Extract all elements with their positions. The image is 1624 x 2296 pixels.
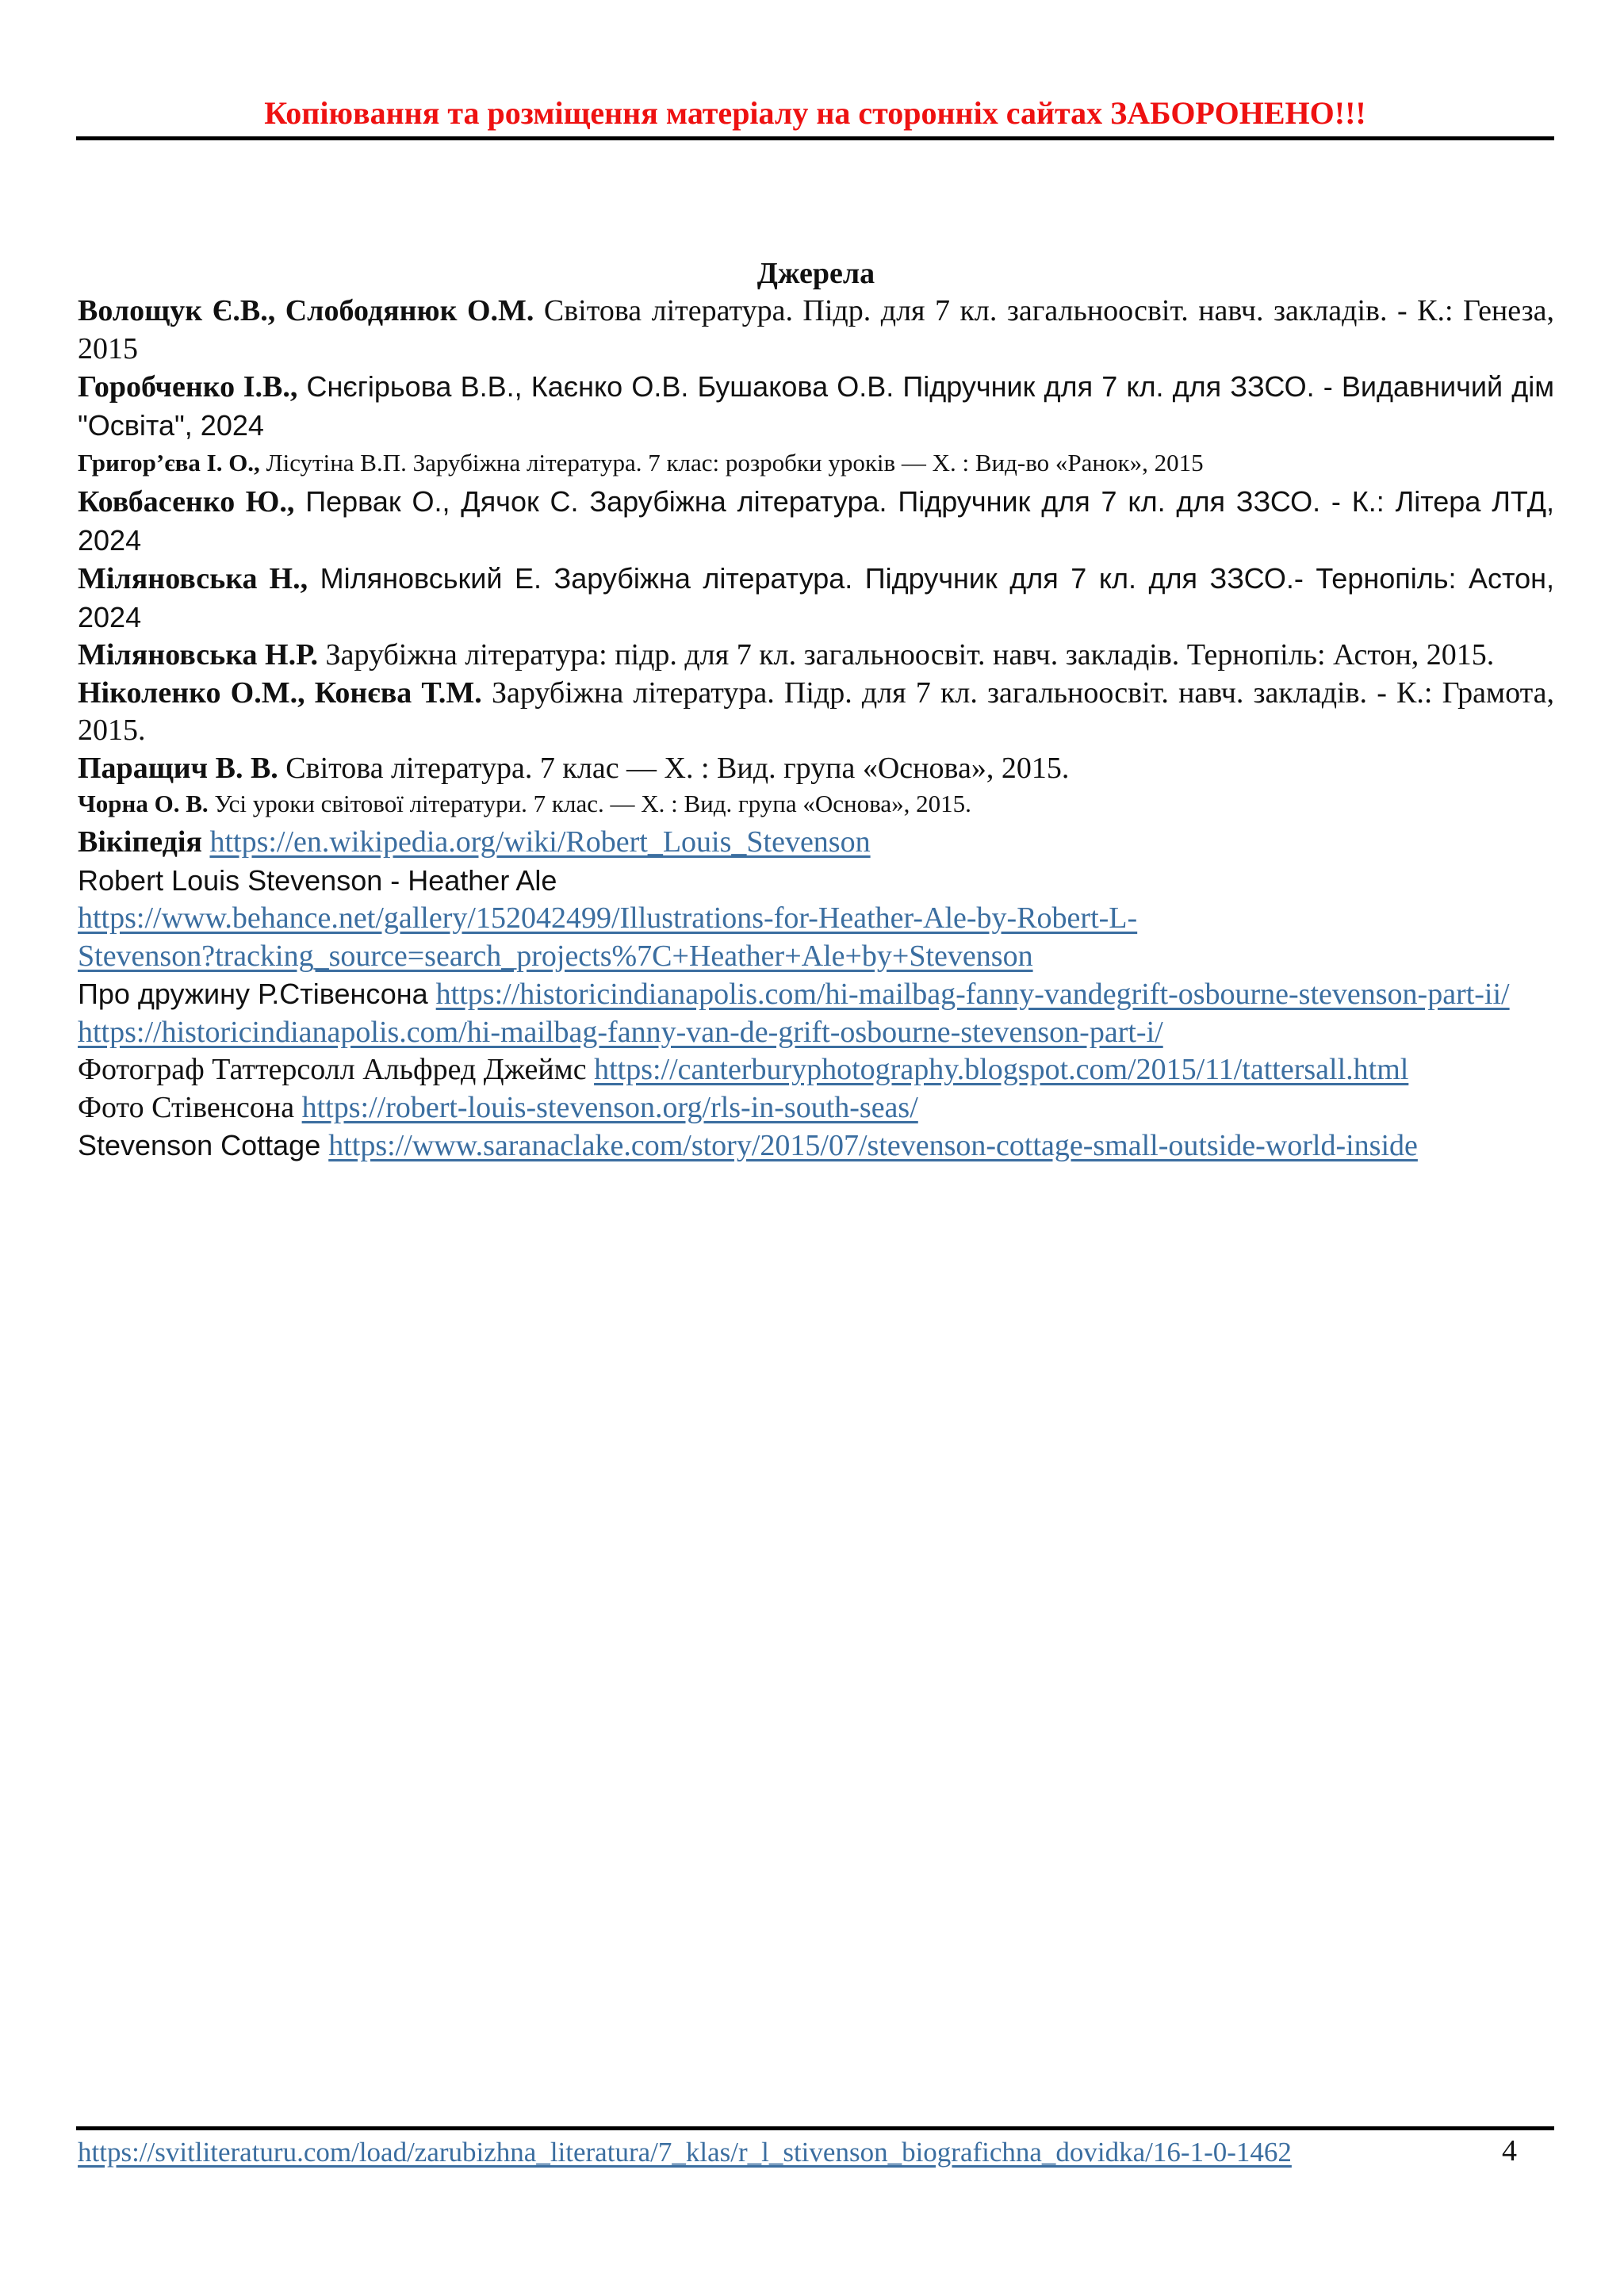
footer-source-link[interactable]: https://svitliteraturu.com/load/zarubizhna_literatura/7_klas/r_l_stivenson_biografichna_dovidka/16-1-0-1462 [78,2137,1292,2168]
source-entry [78,750,1554,788]
source-text: Зарубіжна література: підр. для 7 кл. загальноосвіт. навч. закладів. Тернопіль: Астон, 2015. [318,638,1495,672]
heather-ale-entry [78,862,1554,901]
sources-title: Джерела [756,257,875,290]
source-text: Міляновський Е. Зарубіжна література. Підручник для 7 кл. для ЗЗСО.- Тернопіль: Астон, 2024 [78,562,1555,633]
source-author: Горобченко І.В., [78,370,298,404]
source-author: Волощук Є.В., Слободянюк О.М. [78,294,534,327]
source-entry [78,789,1554,819]
heather-ale-link-line-1 [78,900,1554,938]
heather-ale-link-continued[interactable]: Stevenson?tracking_source=search_projects%7C+Heather+Ale+by+Stevenson [78,939,1033,973]
photo-link[interactable]: https://robert-louis-stevenson.org/rls-in-south-seas/ [301,1090,918,1124]
source-text: Первак О., Дячок С. Зарубіжна література. Підручник для 7 кл. для ЗЗСО. - К.: Літера ЛТД, 2024 [78,485,1554,557]
source-entry [78,368,1554,445]
source-text: Усі уроки світової літератури. 7 клас. — Х. : Вид. група «Основа», 2015. [208,790,971,817]
cottage-label: Stevenson Cottage [78,1129,329,1161]
photographer-link[interactable]: https://canterburyphotography.blogspot.com/2015/11/tattersall.html [594,1053,1409,1086]
heather-ale-link[interactable]: https://www.behance.net/gallery/152042499/Illustrations-for-Heather-Ale-by-Robert-L- [78,901,1138,935]
source-text: Зарубіжна література. Підр. для 7 кл. загальноосвіт. навч. закладів. - К.: Грамота, 2015. [78,675,1554,747]
wikipedia-link[interactable]: https://en.wikipedia.org/wiki/Robert_Louis_Stevenson [209,825,871,859]
source-entry [78,448,1554,478]
photo-label: Фото Стівенсона [78,1090,302,1124]
photographer-label: Фотограф Таттерсолл Альфред Джеймс [78,1053,595,1086]
wife-link-part-ii[interactable]: https://historicindianapolis.com/hi-mailbag-fanny-vandegrift-osbourne-stevenson-part-ii/ [435,978,1510,1011]
header-rule [76,136,1554,140]
wife-link-part-i[interactable]: https://historicindianapolis.com/hi-mailbag-fanny-van-de-grift-osbourne-stevenson-part-i/ [78,1015,1163,1049]
source-author: Міляновська Н.Р. [78,638,319,672]
copy-warning-header: Копіювання та розміщення матеріалу на сторонніх сайтах ЗАБОРОНЕНО!!! [264,95,1366,131]
wikipedia-label: Вікіпедія [78,825,210,859]
footer-rule [76,2126,1554,2130]
photographer-entry [78,1051,1554,1089]
cottage-link[interactable]: https://www.saranaclake.com/story/2015/07/stevenson-cottage-small-outside-world-inside [328,1129,1418,1162]
source-entry [78,483,1554,560]
source-author: Паращич В. В. [78,751,278,785]
source-entry [78,560,1554,637]
source-author: Ніколенко О.М., Конєва Т.М. [78,675,482,710]
source-text: Снєгірьова В.В., Каєнко О.В. Бушакова О.В. Підручник для 7 кл. для ЗЗСО. - Видавничий дім "Освіта", 2024 [78,370,1555,442]
source-author: Ковбасенко Ю., [78,485,295,519]
page-number: 4 [1502,2134,1517,2168]
wife-label: Про дружину Р.Стівенсона [78,978,436,1010]
wikipedia-entry [78,824,1554,862]
source-text: Світова література. 7 клас — Х. : Вид. група «Основа», 2015. [278,751,1070,785]
source-author: Чорна О. В. [78,790,209,817]
source-author: Міляновська Н., [78,562,308,595]
source-text: Лісутіна В.П. Зарубіжна література. 7 клас: розробки уроків — Х. : Вид-во «Ранок», 2015 [259,449,1204,476]
source-text: Світова література. Підр. для 7 кл. загальноосвіт. навч. закладів. - К.: Генеза, 2015 [78,294,1554,365]
source-entry [78,637,1554,675]
heather-ale-link-line-2 [78,938,1554,976]
source-entry [78,293,1554,368]
heather-ale-label: Robert Louis Stevenson - Heather Ale [78,863,557,897]
wife-entry-2 [78,1014,1554,1052]
wife-entry [78,975,1554,1014]
sources-section [78,255,1554,1165]
photo-entry [78,1089,1554,1127]
cottage-entry [78,1127,1554,1165]
source-entry [78,675,1554,750]
source-author: Григор’єва І. О., [78,449,260,476]
